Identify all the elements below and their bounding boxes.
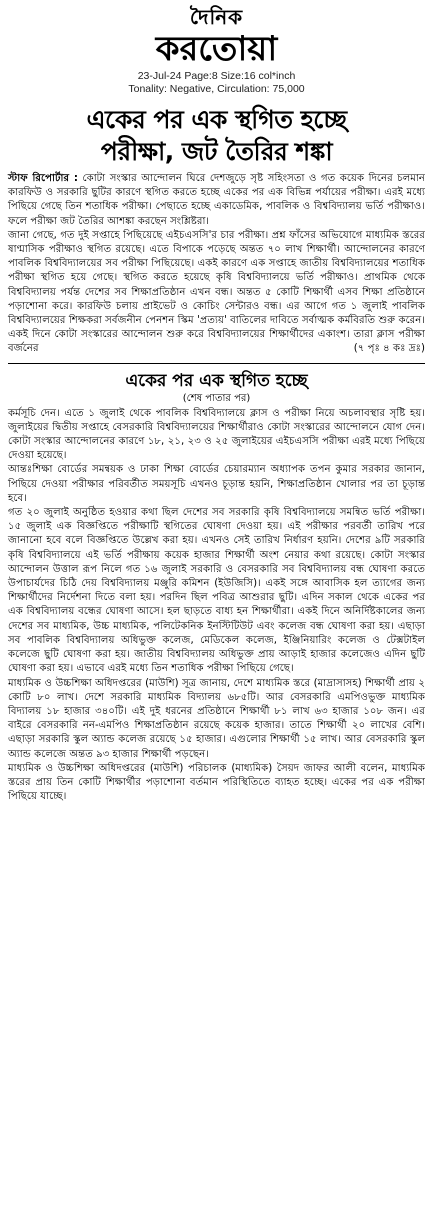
clipping-date-page-size: 23-Jul-24 Page:8 Size:16 col*inch xyxy=(137,70,296,82)
article-paragraph: মাধ্যমিক ও উচ্চশিক্ষা অধিদপ্তরের (মাউশি) সূত্র জানায়, দেশে মাধ্যমিক স্তরে (মাদ্রাসাসহ) শিক্ষার্থী প্রায় ২ কোটি ৮০ লাখ। দেশে সরকারি মাধ্যমিক বিদ্যালয় ৬৮৫টি। আর বেসরকারি এমপিওভুক্ত মাধ্যমিক বিদ্যালয় ১৮ হাজার ৩৪০টি। এই দুই ধরনের প্রতিষ্ঠানে শিক্ষার্থী ৮১ লাখ ৬৩ হাজার ১০৮ জন। এর বাইরে বেসরকারি নন-এমপিও শিক্ষাপ্রতিষ্ঠান রয়েছে কয়েক হাজার। তাতে শিক্ষার্থী ২০ লাখের বেশি। এছাড়া সরকারি স্কুল অ্যান্ড কলেজ রয়েছে ১৫ হাজার। এগুলোর শিক্ষার্থী ১৫ লাখ। আর বেসরকারি স্কুল অ্যান্ড কলেজে অন্তত ৯৩ হাজার শিক্ষার্থী পড়ছেন। xyxy=(8,677,425,760)
lead-paragraph xyxy=(8,172,425,229)
clipping-meta xyxy=(0,70,433,96)
lead-text: কোটা সংস্কার আন্দোলন ঘিরে দেশজুড়ে সৃষ্ট সহিংসতা ও গত কয়েক দিনের চলমান কারফিউ ও সরকারি ছুটির কারণে স্থগিত করতে হচ্ছে একের পর এক বিভিন্ন পর্যায়ের পরীক্ষা। এরই মধ্যে পিছিয়ে গেছে তিন শতাধিক পরীক্ষা। পেছাতে হচ্ছে একাডেমিক, পাবলিক ও বিশ্ববিদ্যালয় ভর্তি পরীক্ষাও। ফলে পরীক্ষা জট তৈরির আশঙ্কা করছেন সংশ্লিষ্টরা। xyxy=(8,173,426,227)
byline: স্টাফ রিপোর্টার : xyxy=(8,173,78,184)
article-paragraph: মাধ্যমিক ও উচ্চশিক্ষা অধিদপ্তরের (মাউশি) পরিচালক (মাধ্যমিক) সৈয়দ জাফর আলী বলেন, মাধ্যমিক স্তরের প্রায় তিন কোটি শিক্ষার্থীর পড়াশোনা বর্তমান পরিস্থিতিতে ব্যাহত হচ্ছে। একের পর এক পরীক্ষা পিছিয়ে যাচ্ছে। xyxy=(8,762,425,803)
headline xyxy=(6,104,427,168)
continuation-title: একের পর এক স্থগিত হচ্ছে xyxy=(125,370,308,391)
article-paragraph: কর্মসূচি দেন। এতে ১ জুলাই থেকে পাবলিক বিশ্ববিদ্যালয়ে ক্লাস ও পরীক্ষা নিয়ে অচলাবস্থার সৃষ্টি হয়। জুলাইয়ের দ্বিতীয় সপ্তাহে বেসরকারি বিশ্ববিদ্যালয়ের শিক্ষার্থীরাও কোটা সংস্কারের আন্দোলনে যোগ দেন। কোটা সংস্কার আন্দোলনের কারণে ১৮, ২১, ২৩ ও ২৫ জুলাইয়ের এইচএসসি পরীক্ষা এরই মধ্যে পিছিয়ে দেওয়া হয়েছে। xyxy=(8,407,425,462)
headline-line-1: একের পর এক স্থগিত হচ্ছে xyxy=(86,105,347,134)
clipping-tonality-circulation: Tonality: Negative, Circulation: 75,000 xyxy=(128,83,305,95)
article-paragraph: গত ২০ জুলাই অনুষ্ঠিত হওয়ার কথা ছিল দেশের সব সরকারি কৃষি বিশ্ববিদ্যালয়ে সমন্বিত ভর্তি পরীক্ষা। ১৫ জুলাই এক বিজ্ঞপ্তিতে পরীক্ষাটি স্থগিতের ঘোষণা দেওয়া হয়। এই পরীক্ষার পরবর্তী তারিখ পরে জানানো হবে বলে বিজ্ঞপ্তিতে উল্লেখ করা হয়। এখনও সেই তারিখ নির্ধারণ হয়নি। দেশের ৯টি সরকারি কৃষি বিশ্ববিদ্যালয়ে এই ভর্তি পরীক্ষায় কয়েক হাজার শিক্ষার্থী অংশ নেয়ার কথা রয়েছে। কোটা সংস্কার আন্দোলন উত্তাল রূপ নিলে গত ১৬ জুলাই সরকারি ও বেসরকারি সব বিশ্ববিদ্যালয় বন্ধ ঘোষণা করতে উপাচার্যদের চিঠি দেয় বিশ্ববিদ্যালয় মঞ্জুরি কমিশন (ইউজিসি)। একই সঙ্গে আবাসিক হল ত্যাগের জন্য শিক্ষার্থীদের নির্দেশনা দিতে বলা হয়। পরদিন ছিল পবিত্র আশুরার ছুটি। এদিন সকাল থেকে একের পর এক বিশ্ববিদ্যালয় বন্ধের ঘোষণা আসে। হল ছাড়তে বাধ্য হন শিক্ষার্থীরা। একই দিনে অনির্দিষ্টকালের জন্য দেশের সব মাধ্যমিক, উচ্চ মাধ্যমিক, পলিটেকনিক ইনস্টিটিউট এবং কলেজ বন্ধ ঘোষণা করা হয়। এছাড়া সব পাবলিক বিশ্ববিদ্যালয় অধিভুক্ত কলেজ, মেডিকেল কলেজ, ইঞ্জিনিয়ারিং কলেজ ও টেক্সটাইল কলেজে ছুটি ঘোষণা করা হয়। জাতীয় বিশ্ববিদ্যালয় অধিভুক্ত প্রায় আড়াই হাজার কলেজেও এদিন ছুটি ঘোষণা করা হয়। এভাবে এরই মধ্যে তিন শতাধিক পরীক্ষা পিছিয়ে গেছে। xyxy=(8,507,425,675)
jump-reference: (৭ পৃঃ ৪ কঃ দ্রঃ) xyxy=(353,343,425,355)
section-divider xyxy=(8,363,425,364)
headline-line-2: পরীক্ষা, জট তৈরির শঙ্কা xyxy=(100,137,333,166)
article-paragraph: আন্তঃশিক্ষা বোর্ডের সমন্বয়ক ও ঢাকা শিক্ষা বোর্ডের চেয়ারম্যান অধ্যাপক তপন কুমার সরকার জানান, পিছিয়ে দেওয়া পরীক্ষার পরিবর্তীত সময়সূচি এখনও চূড়ান্ত হয়নি, শিক্ষাপ্রতিষ্ঠান খোলার পর তা চূড়ান্ত হবে। xyxy=(8,464,425,504)
article-body-part-1 xyxy=(0,172,433,357)
masthead-newspaper-name: করতোয়া xyxy=(155,29,278,69)
masthead-daily-label: দৈনিক xyxy=(189,5,244,29)
article-paragraph xyxy=(8,229,425,357)
continuation-label: (শেষ পাতার পর) xyxy=(182,392,251,404)
paragraph-text: জানা গেছে, গত দুই সপ্তাহে পিছিয়েছে এইচএসসি'র চার পরীক্ষা। প্রশ্ন ফাঁসের অভিযোগে মাধ্যমিক স্তরের ষাণ্মাসিক পরীক্ষাও স্থগিত রয়েছে। এতে বিপাকে পড়েছে অন্তত ৭০ লাখ শিক্ষার্থী। আন্দোলনের কারণে পাবলিক বিশ্ববিদ্যালয়ের সব পরীক্ষা পিছিয়েছে। একই কারণে এক সপ্তাহে জাতীয় বিশ্ববিদ্যালয়ের শতাধিক পরীক্ষা স্থগিত হয়ে গেছে। স্থগিত করতে হয়েছে কৃষি বিশ্ববিদ্যালয়ে ভর্তি পরীক্ষাও। প্রাথমিক থেকে বিশ্ববিদ্যালয় পর্যন্ত দেশের সব শিক্ষাপ্রতিষ্ঠান এখন বন্ধ। অন্তত ৫ কোটি শিক্ষার্থী এসব শিক্ষা প্রতিষ্ঠানে পড়াশোনা করে। কারফিউ চলায় প্রাইভেট ও কোচিং সেন্টারও বন্ধ। এর আগে গত ১ জুলাই পাবলিক বিশ্ববিদ্যালয়ের শিক্ষকরা সর্বজনীন পেনশন স্কিম 'প্রত্যয়' বাতিলের দাবিতে সর্বাত্মক কর্মবিরতি শুরু করেন। একই দিনে কোটা সংস্কারের আন্দোলন শুরু করে বিশ্ববিদ্যালয়ের শিক্ষার্থীদের একাংশ। তারা ক্লাস পরীক্ষা বর্জনের xyxy=(8,229,425,355)
article-body-part-2 xyxy=(0,407,433,805)
masthead xyxy=(0,0,433,68)
